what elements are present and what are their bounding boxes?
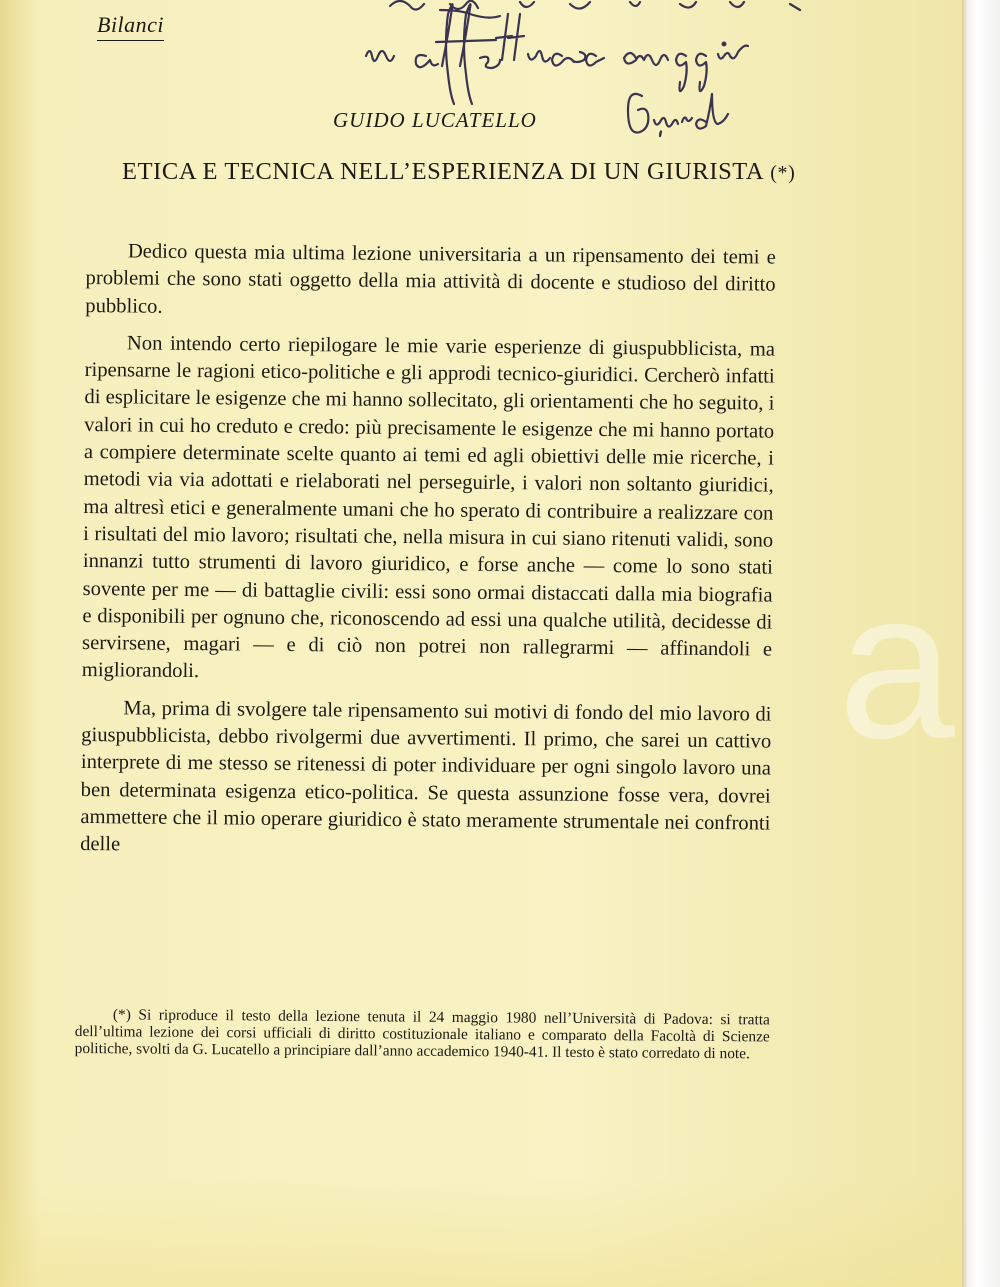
article-body [80,238,776,875]
footnote-marker: (*) [770,162,796,184]
body-paragraph: Non intendo certo riepilogare le mie varie esperienze di giuspubblicista, ma ripensarne le ragioni etico-politiche e gli approdi tecnico-giuridici. Cercherò infatti di esplicitare le esigenze che mi hanno sollecitato, gli orientamenti che ho seguito, i valori in cui ho creduto e credo: più precisamente le esigenze che mi hanno portato a compiere determinate scelte quanto ai temi ed agli obiettivi delle mie ricerche, i metodi via via adottati e rielaborati nel perseguirle, i valori non soltanto giuridici, ma altresì etici e generalmente umani che ho sperato di contribuire a realizzare con i risultati del mio lavoro; risultati che, nella misura in cui siano ritenuti validi, sono innanzi tutto strumenti di lavoro giuridico, e forse anche — come lo sono stati sovente per me — di battaglie civili: essi sono ormai distaccati dalla mia biografia e disponibili per ognuno che, riconoscendo ad essi una qualche utilità, decidesse di servirsene, magari — e di ciò non potrei non rallegrarmi — affinandoli e migliorandoli. [81,332,776,683]
footnote: (*) Si riproduce il testo della lezione tenuta il 24 maggio 1980 nell’Università di Padova: si tratta dell’ultima lezione dei corsi ufficiali di diritto costituzionale italiano e comparato della Facoltà di Scienze politiche, svolti da G. Lucatello a principiare dall’anno accademico 1940-41. Il testo è stato corredato di note. [74,1006,770,1063]
article-title [122,158,795,186]
article-author: GUIDO LUCATELLO [333,108,537,132]
section-header: Bilanci [97,12,164,41]
page-edge [962,0,1000,1287]
body-paragraph: Dedico questa mia ultima lezione universitaria a un ripensamento dei temi e problemi che sono stati oggetto della mia attività di docente e studioso del diritto pubblico. [85,240,776,318]
article-title-text: ETICA E TECNICA NELL’ESPERIENZA DI UN GIURISTA [122,158,765,185]
page-shadow [0,1178,962,1287]
body-paragraph: Ma, prima di svolgere tale ripensamento sui motivi di fondo del mio lavoro di giuspubblicista, debbo rivolgermi due avvertimenti. Il primo, che sarei un cattivo interprete di me stesso se ritenessi di poter individuare per ogni singolo lavoro una ben determinata esigenza etico-politica. Se questa assunzione fosse vera, dovrei ammettere che il mio operare giuridico è stato meramente strumentale nei confronti delle [80,697,772,856]
watermark-letter: a [838,547,955,782]
